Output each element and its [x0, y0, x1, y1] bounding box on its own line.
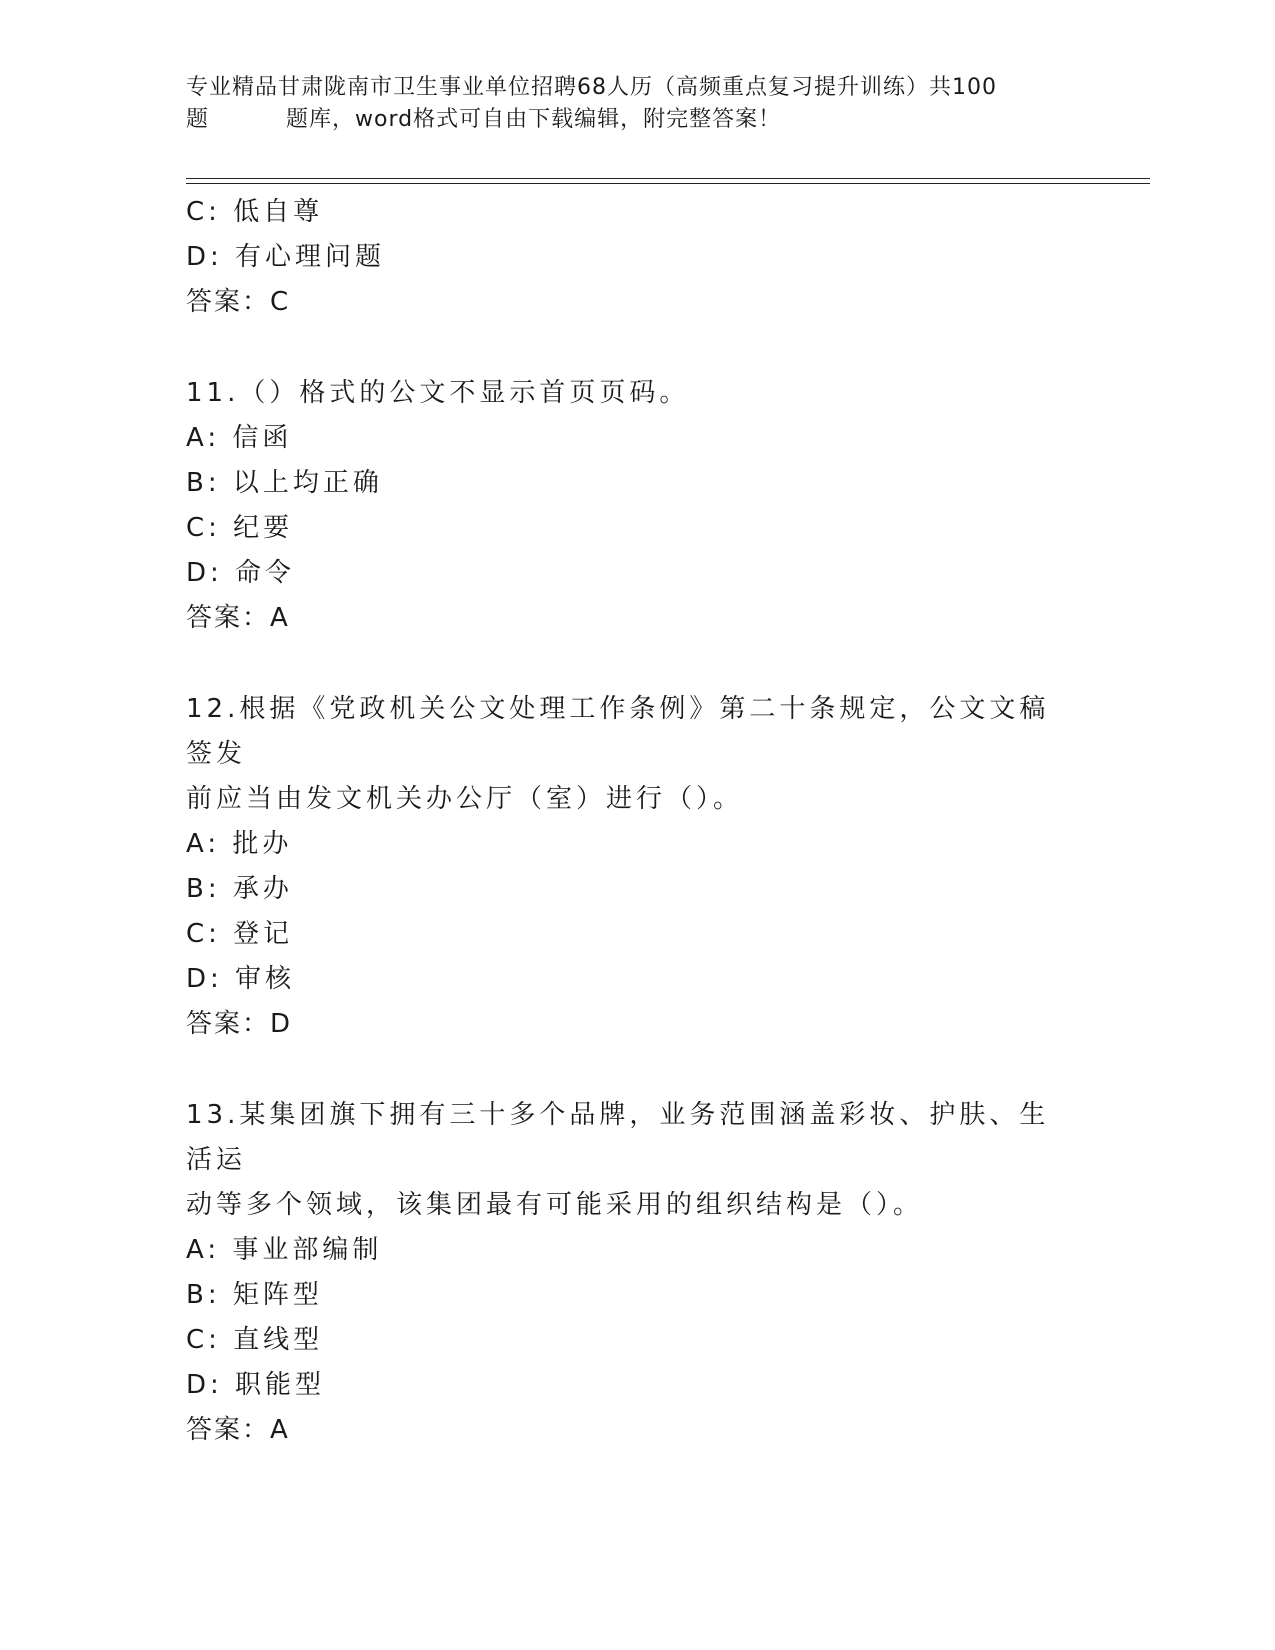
question-text-line1: 13.某集团旗下拥有三十多个品牌，业务范围涵盖彩妆、护肤、生活运 [186, 1100, 1050, 1175]
question-prev [186, 190, 1086, 325]
question-text: 11.（）格式的公文不显示首页页码。 [186, 378, 690, 408]
header-title-line2-rest: 题库，word格式可自由下载编辑，附完整答案！ [286, 107, 782, 132]
option-c: C: 登记 [186, 919, 294, 949]
header-title-line2-lead: 题 [186, 107, 210, 132]
option-d: D: 有心理问题 [186, 242, 386, 272]
question-text-line2: 前应当由发文机关办公厅（室）进行（）。 [186, 784, 744, 814]
answer-line: 答案：A [186, 1415, 290, 1445]
option-a: A: 事业部编制 [186, 1235, 383, 1265]
option-d: D: 命令 [186, 558, 296, 588]
option-a: A: 信函 [186, 423, 293, 453]
option-a: A: 批办 [186, 829, 293, 859]
header-divider-bottom [186, 183, 1150, 184]
option-d: D: 职能型 [186, 1370, 326, 1400]
header-title-line2 [186, 104, 1066, 136]
question-11 [186, 371, 1086, 641]
option-b: B: 以上均正确 [186, 468, 383, 498]
answer-line: 答案：A [186, 603, 290, 633]
option-b: B: 承办 [186, 874, 293, 904]
question-text-line2: 动等多个领域，该集团最有可能采用的组织结构是（）。 [186, 1190, 924, 1220]
option-b: B: 矩阵型 [186, 1280, 323, 1310]
question-gap [186, 641, 1086, 687]
option-d: D: 审核 [186, 964, 296, 994]
header-title-line1: 专业精品甘肃陇南市卫生事业单位招聘68人历（高频重点复习提升训练）共100 [186, 75, 997, 100]
question-gap [186, 1047, 1086, 1093]
question-13 [186, 1093, 1086, 1453]
question-gap [186, 325, 1086, 371]
header-divider-top [186, 178, 1150, 179]
option-c: C: 直线型 [186, 1325, 324, 1355]
answer-line: 答案：C [186, 287, 291, 317]
option-c: C: 低自尊 [186, 197, 324, 227]
question-12 [186, 687, 1086, 1047]
question-text-line1: 12.根据《党政机关公文处理工作条例》第二十条规定，公文文稿签发 [186, 694, 1050, 769]
question-list [186, 190, 1086, 1453]
option-c: C: 纪要 [186, 513, 294, 543]
answer-line: 答案：D [186, 1009, 293, 1039]
document-header [186, 72, 1066, 136]
